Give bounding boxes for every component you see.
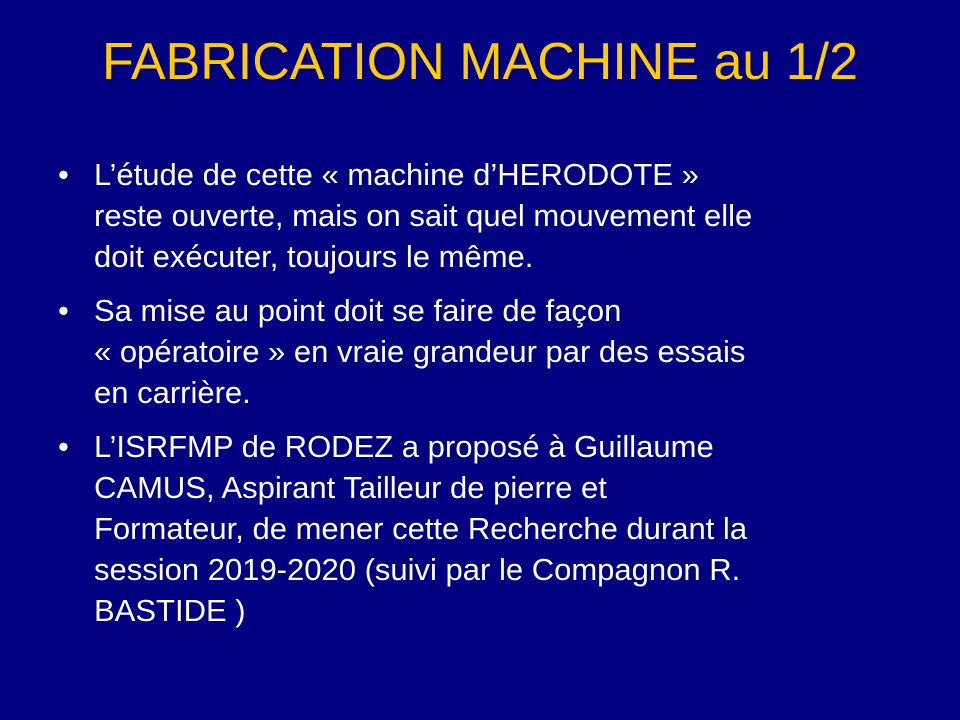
bullet-text-line: L’étude de cette « machine d’HERODOTE »: [94, 157, 699, 192]
bullet-text-line: Formateur, de mener cette Recherche durant la: [94, 511, 748, 546]
bullet-text-line: « opératoire » en vraie grandeur par des essais: [94, 334, 746, 369]
bullet-text-line: CAMUS, Aspirant Tailleur de pierre et: [94, 470, 607, 505]
bullet-item: [58, 290, 918, 413]
bullet-dot-icon: •: [58, 293, 69, 328]
bullet-list: [58, 154, 918, 644]
bullet-dot-icon: •: [58, 429, 69, 464]
slide-title: FABRICATION MACHINE au 1/2: [101, 33, 859, 91]
bullet-text-line: session 2019-2020 (suivi par le Compagnon R.: [94, 552, 741, 587]
bullet-text-line: doit exécuter, toujours le même.: [94, 239, 534, 274]
bullet-text-line: Sa mise au point doit se faire de façon: [94, 293, 622, 328]
bullet-text-line: en carrière.: [94, 375, 251, 410]
bullet-item: [58, 426, 918, 631]
bullet-text-line: L’ISRFMP de RODEZ a proposé à Guillaume: [94, 429, 714, 464]
bullet-dot-icon: •: [58, 157, 69, 192]
bullet-text-line: BASTIDE ): [94, 593, 246, 628]
bullet-item: [58, 154, 918, 277]
bullet-text-line: reste ouverte, mais on sait quel mouvement elle: [94, 198, 753, 233]
